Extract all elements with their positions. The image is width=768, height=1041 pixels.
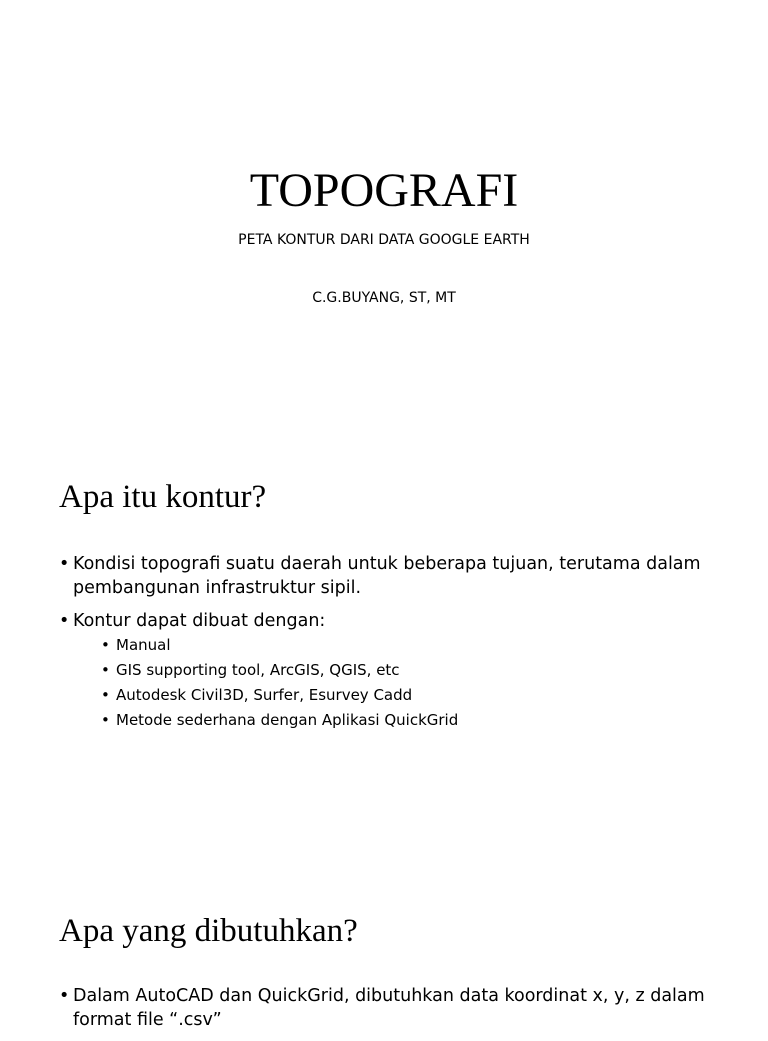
bullet-item [59, 552, 709, 600]
content-slide-kontur [0, 432, 768, 864]
bullet-text: Kondisi topografi suatu daerah untuk beberapa tujuan, terutama dalam pembangunan infrastruktur sipil. [73, 554, 701, 598]
slide-author: C.G.BUYANG, ST, MT [312, 290, 456, 306]
bullet-list [59, 984, 709, 1041]
bullet-item [59, 609, 709, 733]
sub-bullet-item: • Metode sederhana dengan Aplikasi QuickGrid [73, 708, 709, 733]
bullet-list [59, 552, 709, 742]
sub-bullet-item: • GIS supporting tool, ArcGIS, QGIS, etc [73, 658, 709, 683]
bullet-text: Dalam AutoCAD dan QuickGrid, dibutuhkan data koordinat x, y, z dalam format file “.csv” [73, 986, 705, 1030]
slide-heading: Apa yang dibutuhkan? [59, 913, 358, 949]
bullet-item [59, 984, 709, 1032]
sub-bullet-list [73, 633, 709, 733]
slide-heading: Apa itu kontur? [59, 479, 267, 515]
sub-bullet-item: • Manual [73, 633, 709, 658]
sub-bullet-item: • Autodesk Civil3D, Surfer, Esurvey Cadd [73, 683, 709, 708]
slide-title: TOPOGRAFI [249, 164, 519, 217]
bullet-text: Kontur dapat dibuat dengan: [73, 611, 326, 631]
title-slide [0, 0, 768, 432]
content-slide-kebutuhan [0, 864, 768, 1030]
slide-subtitle: PETA KONTUR DARI DATA GOOGLE EARTH [238, 232, 530, 248]
